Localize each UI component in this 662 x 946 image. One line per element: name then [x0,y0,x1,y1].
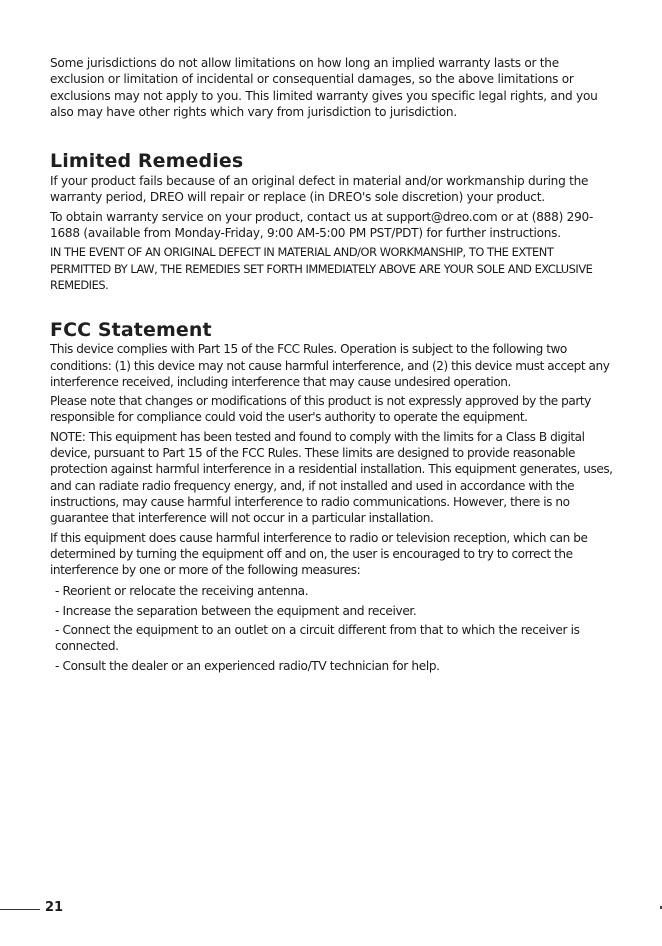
fcc-interference-paragraph: If this equipment does cause harmful interference to radio or television reception, which can be determined by turning the equipment off and on, the user is encouraged to try to correct the interference by one or more of the following measures: [50,530,588,578]
remedies-contact-paragraph: To obtain warranty service on your product, contact us at support@dreo.com or at (888) 290-1688 (available from Monday-Friday, 9:00 AM-5:00 PM PST/PDT) for further instructions. [50,209,594,241]
page-number: 21 [45,900,64,915]
footer-rule [0,909,40,910]
fcc-modifications-paragraph: Please note that changes or modifications of this product is not expressly approved by the party responsible for compliance could void the user's authority to operate the equipment. [50,394,591,425]
fcc-compliance-paragraph: This device complies with Part 15 of the FCC Rules. Operation is subject to the following two conditions: (1) this device may not cause harmful interference, and (2) this device must accept any interference received, including interference that may cause undesired operation. [50,342,610,389]
measure-item-separation: - Increase the separation between the equipment and receiver. [55,603,417,618]
manual-page-content [50,55,615,674]
fcc-statement-heading: FCC Statement [50,319,212,342]
remedies-repair-paragraph: If your product fails because of an original defect in material and/or workmanship during the warranty period, DREO will repair or replace (in DREO's sole discretion) your product. [50,174,589,205]
warranty-jurisdiction-paragraph: Some jurisdictions do not allow limitations on how long an implied warranty lasts or the exclusion or limitation of incidental or consequential damages, so the above limitations or exclusions may not apply to you. This limited warranty gives you specific legal rights, and you also may have other rights which vary from jurisdiction to jurisdiction. [50,56,598,119]
measure-item-outlet: - Connect the equipment to an outlet on a circuit different from that to which the receiver is connected. [55,623,580,654]
fcc-class-b-note-paragraph: NOTE: This equipment has been tested and found to comply with the limits for a Class B digital device, pursuant to Part 15 of the FCC Rules. These limits are designed to provide reasonable protection against harmful interference in a residential installation. This equipment generates, uses, and can radiate radio frequency energy, and, if not installed and used in accordance with the instructions, may cause harmful interference to radio communications. However, there is no guarantee that interference will not occur in a particular installation. [50,429,613,526]
remedies-exclusive-paragraph: IN THE EVENT OF AN ORIGINAL DEFECT IN MATERIAL AND/OR WORKMANSHIP, TO THE EXTENT PERMITTED BY LAW, THE REMEDIES SET FORTH IMMEDIATELY ABOVE ARE YOUR SOLE AND EXCLUSIVE REMEDIES. [50,245,593,292]
measure-item-consult: - Consult the dealer or an experienced radio/TV technician for help. [55,658,440,673]
limited-remedies-heading: Limited Remedies [50,150,244,173]
measure-item-reorient: - Reorient or relocate the receiving antenna. [55,584,309,599]
